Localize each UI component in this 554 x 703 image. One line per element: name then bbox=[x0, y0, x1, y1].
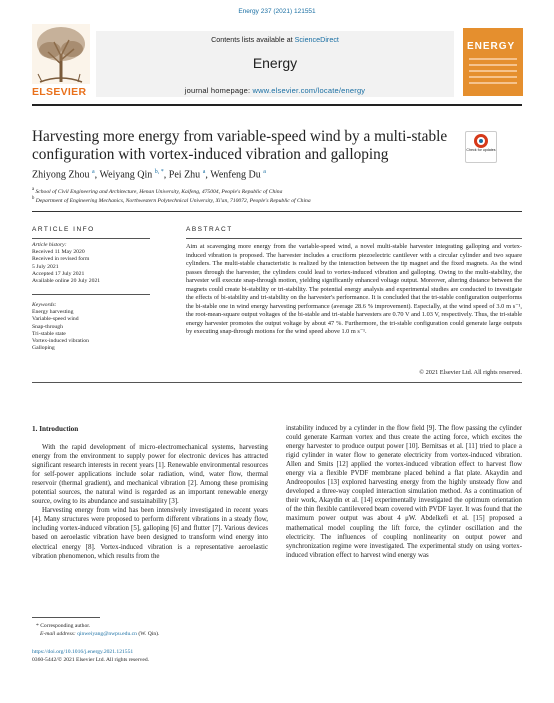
section-divider bbox=[32, 211, 522, 212]
check-updates-icon bbox=[474, 134, 488, 148]
journal-cover-thumbnail[interactable] bbox=[463, 28, 523, 96]
keyword: Galloping bbox=[32, 345, 55, 352]
email-line bbox=[40, 631, 159, 638]
keywords-rule bbox=[32, 294, 150, 295]
doi-url[interactable]: https://doi.org/10.1016/j.energy.2021.121551 bbox=[32, 649, 134, 655]
keyword: Snap-through bbox=[32, 323, 63, 330]
issn-line: 0360-5442/© 2021 Elsevier Ltd. All rights reserved. bbox=[32, 657, 150, 663]
abstract-copyright: © 2021 Elsevier Ltd. All rights reserved. bbox=[419, 369, 522, 376]
history-entry: Received in revised form bbox=[32, 256, 90, 263]
body-paragraph: With the rapid development of micro-electromechanical systems, harvesting energy from the environment to supply power for electronic devices has attracted significant research interests in recent years [1]. Renewable environmental resources for self-power applications include solar radiation, wind, water flow, thermal reservoir (thermal gradient), and mechanical vibration [2]. Among these promising potential sources, the natural wind is regarded as an important renewable energy source, owing to its abundance and sustainability [3]. bbox=[32, 444, 268, 506]
author-name[interactable]: Weiyang Qin bbox=[99, 169, 153, 181]
abstract-text: Aim at scavenging more energy from the variable-speed wind, a novel multi-stable harvester integrating galloping and vortex-induced vibration is proposed. The harvester includes a cruciform piezoelectric cantilever with a circular cylinder and two square cylinders. The multi-stable characteristic is realized by the interaction between the tip magnet and the fixed magnets. As the wind passes through the harvester, the cylinders could lead to vortex-induced vibration and galloping. Owing to the multi-stability, the harvester will execute snap-through motion, yielding significantly enhanced voltage output. Moreover, altering distance between the magnets could create bi-stability or tri-stability. The potential energy analysis and experimental studies are conducted to investigate the effects of bi-stability and tri-stability on the harvester's performance. It is concluded that the tri-stable configuration outperforms the bi-stable one in wind energy harvesting performance (average 28.6 % improvement). Especially, at the wind speed of 3.0 m s⁻¹, the root-mean-square output voltages of the bi-stable and tri-stable harvesters are 0.70 V and 1.03 V, respectively. Thus, the tri-stable energy harvester promotes the output voltage by about 47 %. Furthermore, the tri-stable configuration could generate large outputs by executing snap-through motions for the wind speed above 1.0 m s⁻¹. bbox=[186, 243, 522, 336]
body-paragraph: Harvesting energy from wind has been intensively investigated in recent years [4]. Many structures were proposed to perform different vibrations in a steady flow, including vortex-induced vibration [5], galloping [6] and flutter [7]. Various devices based on aeroelastic vibration have been designed to transform wind energy into electrical energy [8]. Vortex-induced vibration is a representative aeroelastic vibration phenomenon, which results from the bbox=[32, 507, 268, 560]
author-list: Zhiyong Zhou $^a$, Weiyang Qin $^{b, *}$, Pei Zhu $^a$, Wenfeng Du $^a$ bbox=[32, 169, 266, 181]
contents-line bbox=[96, 35, 454, 44]
history-label: Article history: bbox=[32, 242, 67, 248]
header-rule bbox=[32, 104, 522, 106]
footnote-rule bbox=[32, 617, 100, 618]
abstract-heading: ABSTRACT bbox=[186, 226, 233, 233]
affiliation-text: School of Civil Engineering and Architecture, Henan University, Kaifeng, 475004, People's Republic of China bbox=[35, 188, 283, 195]
keyword: Energy harvesting bbox=[32, 309, 74, 316]
cover-decoration bbox=[469, 58, 517, 88]
body-column-left bbox=[32, 443, 268, 561]
check-updates-label: Check for updates bbox=[466, 148, 496, 152]
email-suffix: (W. Qin). bbox=[136, 631, 160, 637]
body-paragraph: instability induced by a cylinder in the flow field [9]. The flow passing the cylinder could generate Karman vortex and thus create the acting force, which excites the energy harvester to produce output power [10]. Bernitsas et al. [11] tried to place a rigid cylinder in water flow to generate electricity from vortex-induced vibration. Allen and Smits [12] applied the vortex-induced vibration effect to harvest flow energy via a flexible PVDF membrane placed behind a flat plate. Akaydin and Andreopoulos [13] explored harvesting energy from the highly unsteady flow and developed a three-way coupled interaction simulation method. As a continuation of their work, Akaydin et al. [14] experimentally investigated the optimum orientation of the thin flexible cantilevered beam covered with PVDF layer. It was found that the maximum power output was about 4 μW. Abdelkefi et al. [15] proposed a mathematical model coupling the lift force, the cylinder oscillation and the electricity. The influences of coupling nonlinearity on output power and synchronization regime were investigated. The experimental study on using vortex-induced vibration effect to harvest wind energy was bbox=[286, 425, 522, 559]
homepage-link[interactable]: www.elsevier.com/locate/energy bbox=[252, 86, 366, 95]
body-column-right bbox=[286, 424, 522, 560]
cover-title: ENERGY bbox=[467, 41, 516, 52]
keyword: Vortex-induced vibration bbox=[32, 338, 89, 345]
affiliation bbox=[32, 187, 282, 195]
publisher-logo-text: ELSEVIER bbox=[32, 86, 87, 98]
doi-link bbox=[32, 649, 133, 656]
abstract-bottom-rule bbox=[32, 382, 522, 383]
author-name[interactable]: Wenfeng Du bbox=[210, 169, 261, 181]
author-affil-marker[interactable]: a bbox=[263, 169, 266, 175]
keyword: Variable-speed wind bbox=[32, 316, 79, 323]
affiliation-marker: a bbox=[32, 187, 35, 192]
article-info-heading: ARTICLE INFO bbox=[32, 226, 95, 233]
author-name[interactable]: Pei Zhu bbox=[168, 169, 201, 181]
article-history bbox=[32, 242, 150, 285]
history-entry: 5 July 2021 bbox=[32, 263, 59, 270]
sciencedirect-link[interactable]: ScienceDirect bbox=[294, 35, 339, 44]
history-entry: Received 11 May 2020 bbox=[32, 249, 85, 256]
keywords bbox=[32, 302, 150, 352]
affiliation bbox=[32, 196, 311, 204]
journal-reference[interactable]: Energy 237 (2021) 121551 bbox=[238, 8, 316, 15]
check-for-updates-button[interactable] bbox=[465, 131, 497, 163]
journal-homepage bbox=[96, 86, 454, 95]
history-entry: Accepted 17 July 2021 bbox=[32, 270, 85, 277]
author-name[interactable]: Zhiyong Zhou bbox=[32, 169, 90, 181]
article-info-rule bbox=[32, 238, 150, 239]
journal-name: Energy bbox=[252, 55, 298, 71]
email-link[interactable]: qinweiyang@nwpu.edu.cn bbox=[77, 631, 137, 637]
homepage-prefix: journal homepage: bbox=[184, 86, 253, 95]
contents-prefix: Contents lists available at bbox=[211, 35, 295, 44]
author-affil-marker[interactable]: a bbox=[202, 169, 206, 175]
keywords-label: Keywords: bbox=[32, 302, 57, 308]
author-affil-marker[interactable]: b, * bbox=[154, 169, 164, 175]
introduction-heading: 1. Introduction bbox=[32, 425, 79, 433]
article-title: Harvesting more energy from variable-speed wind by a multi-stable configuration with vortex-induced vibration and galloping bbox=[32, 128, 448, 163]
affiliation-text: Department of Engineering Mechanics, Northwestern Polytechnical University, Xi'an, 710072, People's Republic of China bbox=[35, 197, 311, 204]
history-entry: Available online 20 July 2021 bbox=[32, 278, 101, 285]
keyword: Tri-stable state bbox=[32, 330, 66, 337]
email-label: E-mail address: bbox=[40, 631, 78, 637]
affiliation-marker: b bbox=[32, 196, 35, 201]
corresponding-author-note: * Corresponding author. bbox=[36, 623, 91, 629]
abstract-rule bbox=[186, 238, 522, 239]
author-affil-marker[interactable]: a bbox=[92, 169, 95, 175]
